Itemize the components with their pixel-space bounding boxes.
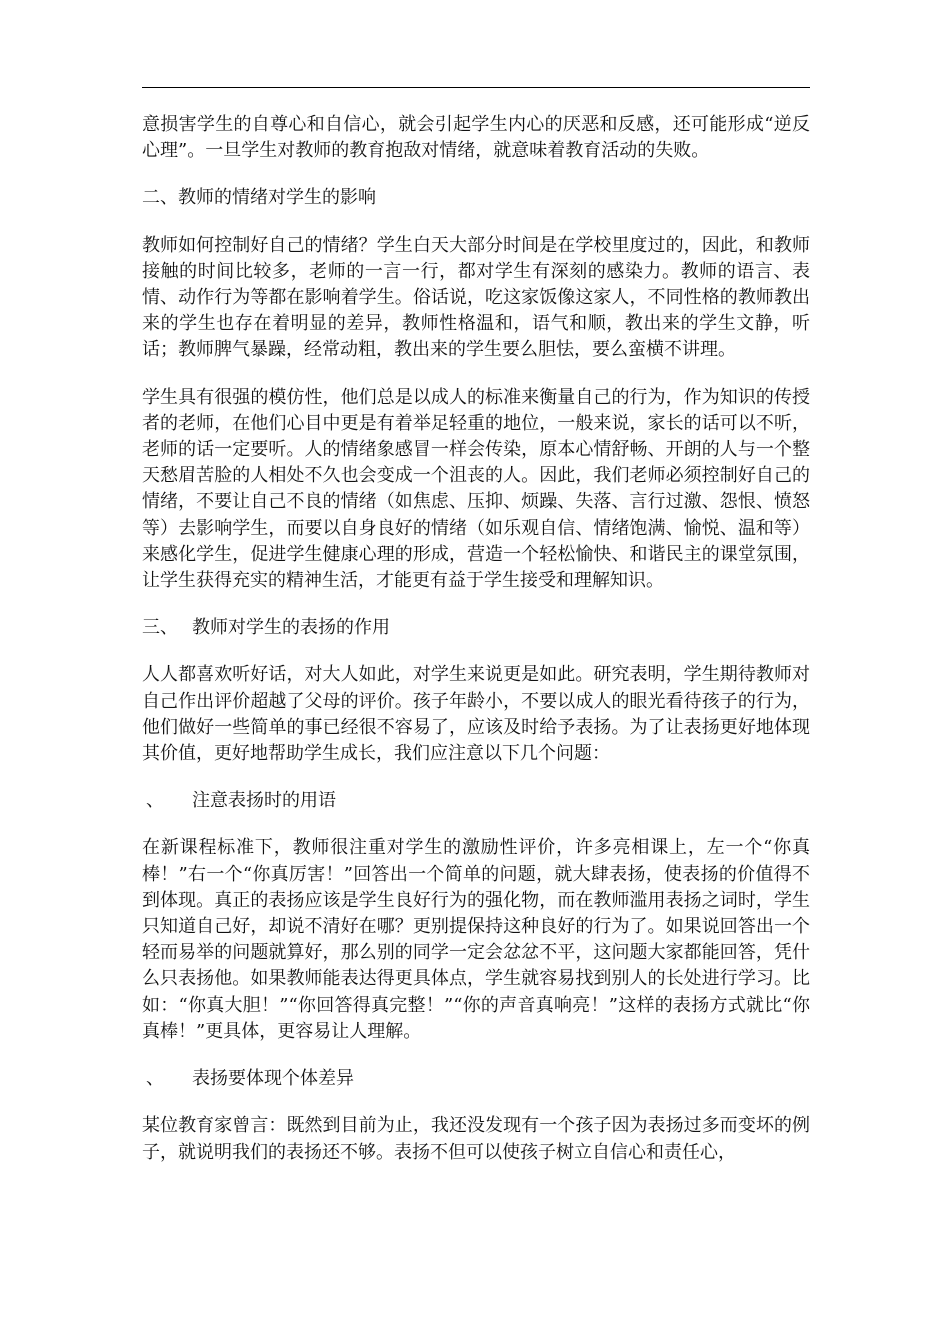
section-title: 教师的情绪对学生的影响 <box>178 187 376 209</box>
subsection-number: 、 <box>146 790 164 812</box>
paragraph: 人人都喜欢听好话，对大人如此，对学生来说更是如此。研究表明，学生期待教师对自己作出评价超越了父母的评价。孩子年龄小，不要以成人的眼光看待孩子的行为，他们做好一些简单的事已经很不容易了，应该及时给予表扬。为了让表扬更好地体现其价值，更好地帮助学生成长，我们应注意以下几个问题： <box>142 664 810 765</box>
subsection-heading <box>142 788 810 814</box>
section-number: 三、 <box>142 617 178 639</box>
paragraph: 某位教育家曾言：既然到目前为止，我还没发现有一个孩子因为表扬过多而变坏的例子，就说明我们的表扬还不够。表扬不但可以使孩子树立自信心和责任心， <box>142 1115 810 1163</box>
section-heading <box>142 185 810 211</box>
subsection-title: 注意表扬时的用语 <box>192 790 336 812</box>
paragraph: 学生具有很强的模仿性，他们总是以成人的标准来衡量自己的行为，作为知识的传授者的老师，在他们心目中更是有着举足轻重的地位，一般来说，家长的话可以不听，老师的话一定要听。人的情绪象感冒一样会传染，原本心情舒畅、开朗的人与一个整天愁眉苦脸的人相处不久也会变成一个沮丧的人。因此，我们老师必须控制好自己的情绪，不要让自己不良的情绪（如焦虑、压抑、烦躁、失落、言行过激、怨恨、愤怒等）去影响学生，而要以自身良好的情绪（如乐观自信、情绪饱满、愉悦、温和等）来感化学生，促进学生健康心理的形成，营造一个轻松愉快、和谐民主的课堂氛围，让学生获得充实的精神生活，才能更有益于学生接受和理解知识。 <box>142 386 810 592</box>
paragraph: 意损害学生的自尊心和自信心，就会引起学生内心的厌恶和反感，还可能形成“逆反心理”。一旦学生对教师的教育抱敌对情绪，就意味着教育活动的失败。 <box>142 114 810 162</box>
section-heading <box>142 615 810 641</box>
document-body <box>142 112 810 1187</box>
subsection-number: 、 <box>146 1068 164 1090</box>
subsection-heading <box>142 1066 810 1092</box>
section-title: 教师对学生的表扬的作用 <box>192 617 390 639</box>
section-number: 二、 <box>142 187 178 209</box>
subsection-title: 表扬要体现个体差异 <box>192 1068 354 1090</box>
paragraph: 在新课程标准下，教师很注重对学生的激励性评价，许多亮相课上，左一个“你真棒！”右一个“你真厉害！”回答出一个简单的问题，就大肆表扬，使表扬的价值得不到体现。真正的表扬应该是学生良好行为的强化物，而在教师滥用表扬之词时，学生只知道自己好，却说不清好在哪？更别提保持这种良好的行为了。如果说回答出一个轻而易举的问题就算好，那么别的同学一定会忿忿不平，这问题大家都能回答，凭什么只表扬他。如果教师能表达得更具体点，学生就容易找到别人的长处进行学习。比如：“你真大胆！”“你回答得真完整！”“你的声音真响亮！”这样的表扬方式就比“你真棒！”更具体，更容易让人理解。 <box>142 837 810 1042</box>
header-rule <box>142 87 810 88</box>
paragraph: 教师如何控制好自己的情绪？学生白天大部分时间是在学校里度过的，因此，和教师接触的时间比较多，老师的一言一行，都对学生有深刻的感染力。教师的语言、表情、动作行为等都在影响着学生。俗话说，吃这家饭像这家人，不同性格的教师教出来的学生也存在着明显的差异，教师性格温和，语气和顺，教出来的学生文静，听话；教师脾气暴躁，经常动粗，教出来的学生要么胆怯，要么蛮横不讲理。 <box>142 234 810 361</box>
